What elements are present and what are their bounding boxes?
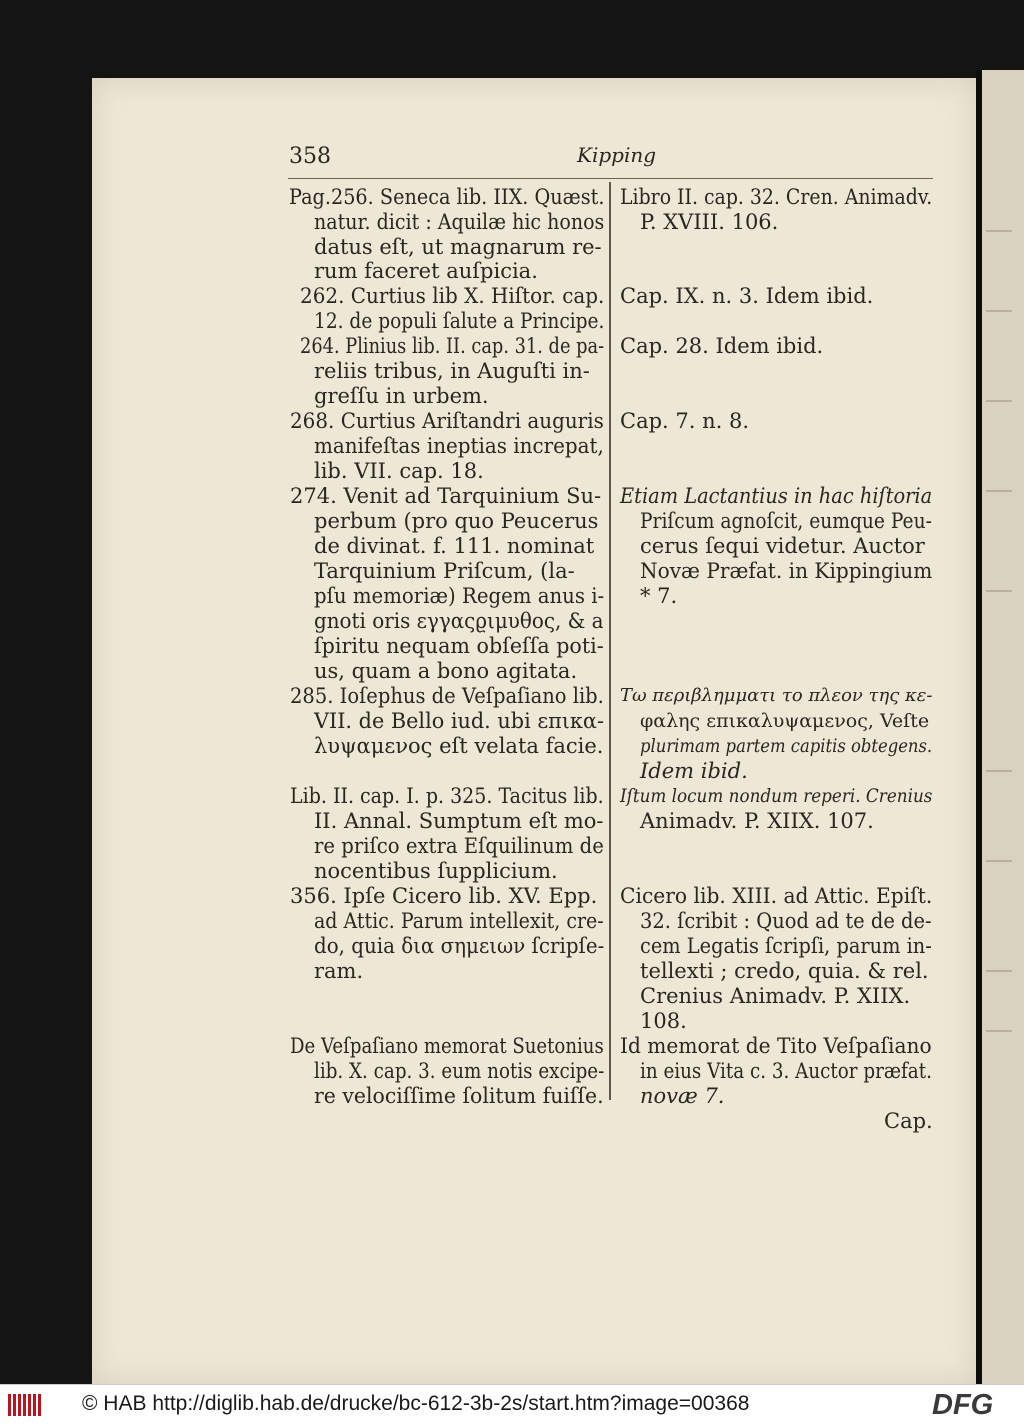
right-line: Id memorat de Tito Veſpaſiano [620, 1034, 932, 1058]
right-line: novæ 7. [640, 1084, 725, 1108]
left-line: pſu memoriæ) Regem anus i- [314, 584, 605, 608]
right-line: 108. [640, 1009, 687, 1033]
right-line: Libro II. cap. 32. Cren. Animadv. [620, 185, 933, 209]
left-line: re velociſſime ſolitum fuiſſe. [314, 1084, 604, 1108]
right-line: tellexti ; credo, quia. & rel. [640, 959, 929, 983]
left-line: nocentibus ſupplicium. [314, 859, 558, 883]
page-gutter [976, 70, 982, 1384]
left-line: VII. de Bello iud. ubi επικα- [314, 709, 604, 733]
left-line: 285. Ioſephus de Veſpaſiano lib. [290, 684, 604, 708]
left-line: manifeſtas ineptias increpat, [314, 434, 604, 458]
left-line: 268. Curtius Ariſtandri auguris [290, 409, 604, 433]
left-line: Pag.256. Seneca lib. IIX. Quæst. [289, 185, 605, 209]
footer-bar [0, 1384, 1024, 1425]
catchword: Cap. [884, 1109, 933, 1133]
dfg-logo: DFG [932, 1389, 994, 1421]
left-line: re priſco extra Eſquilinum de [314, 834, 604, 858]
right-line: Τω περιβλημματι το πλεον της κε- [620, 685, 933, 706]
left-line: Tarquinium Priſcum, (la- [314, 559, 575, 583]
left-line: 356. Ipſe Cicero lib. XV. Epp. [290, 884, 598, 908]
left-line: II. Annal. Sumptum eſt mo- [314, 809, 604, 833]
hab-barcode-icon [8, 1394, 44, 1416]
left-line: us, quam a bono agitata. [314, 659, 578, 683]
left-line: ad Attic. Parum intellexit, cre- [314, 909, 604, 933]
header-rule [288, 178, 933, 179]
right-line: Cap. 28. Idem ibid. [620, 334, 824, 358]
page-number: 358 [289, 144, 331, 169]
left-line: greſſu in urbem. [314, 384, 489, 408]
left-line: rum faceret auſpicia. [314, 259, 538, 283]
left-line: 264. Plinius lib. II. cap. 31. de pa- [300, 334, 605, 358]
right-line: Etiam Lactantius in hac hiſtoria [620, 484, 933, 508]
left-line: reliis tribus, in Auguſti in- [314, 359, 590, 383]
column-divider [609, 182, 611, 1100]
right-line: Cap. 7. n. 8. [620, 409, 750, 433]
right-line: Idem ibid. [640, 759, 748, 783]
right-line: Priſcum agnoſcit, eumque Peu- [640, 509, 932, 533]
left-line: ſpiritu nequam obſeſſa poti- [314, 634, 604, 658]
right-line: P. XVIII. 106. [640, 210, 779, 234]
right-line: in eius Vita c. 3. Auctor præfat. [640, 1059, 932, 1083]
right-line: Novæ Præfat. in Kippingium [640, 559, 933, 583]
right-line: * 7. [640, 584, 678, 608]
left-line: do, quia δια σημειων ſcripſe- [314, 934, 605, 958]
left-line: lib. X. cap. 3. eum notis excipe- [314, 1059, 605, 1083]
left-line: 12. de populi ſalute a Principe. [314, 309, 605, 333]
right-line: Iſtum locum nondum reperi. Crenius [620, 785, 933, 807]
left-line: 274. Venit ad Tarquinium Su- [290, 484, 602, 508]
right-line: cerus ſequi videtur. Auctor [640, 534, 925, 558]
left-line: datus eſt, ut magnarum re- [314, 235, 602, 259]
right-line: φαλης επικαλυψαμενος, Veſte [640, 710, 930, 732]
left-line: λυψαμενος eſt velata facie. [314, 734, 604, 758]
right-line: Cicero lib. XIII. ad Attic. Epiſt. [620, 884, 933, 908]
footer-credit-link[interactable]: © HAB http://diglib.hab.de/drucke/bc-612-3b-2s/start.htm?image=00368 [82, 1392, 750, 1415]
left-line: perbum (pro quo Peucerus [314, 509, 599, 533]
left-line: lib. VII. cap. 18. [314, 459, 484, 483]
left-line: gnoti oris εγγαςϱιμυθος, & a [314, 609, 604, 633]
right-line: Cap. IX. n. 3. Idem ibid. [620, 284, 874, 308]
left-line: natur. dicit : Aquilæ hic honos [314, 210, 605, 234]
left-line: de divinat. f. 111. nominat [314, 534, 595, 558]
left-line: Lib. II. cap. I. p. 325. Tacitus lib. [290, 784, 604, 808]
right-line: cem Legatis ſcripſi, parum in- [640, 934, 932, 958]
right-line: 32. ſcribit : Quod ad te de de- [640, 909, 932, 933]
left-line: 262. Curtius lib X. Hiſtor. cap. [300, 284, 605, 308]
left-line: De Veſpaſiano memorat Suetonius [290, 1034, 604, 1058]
running-title: Kipping [577, 143, 657, 167]
facing-page-edge [978, 70, 1024, 1384]
right-line: Crenius Animadv. P. XIIX. [640, 984, 911, 1008]
right-line: plurimam partem capitis obtegens. [640, 735, 933, 757]
right-line: Animadv. P. XIIX. 107. [640, 809, 874, 833]
left-line: ram. [314, 959, 364, 983]
